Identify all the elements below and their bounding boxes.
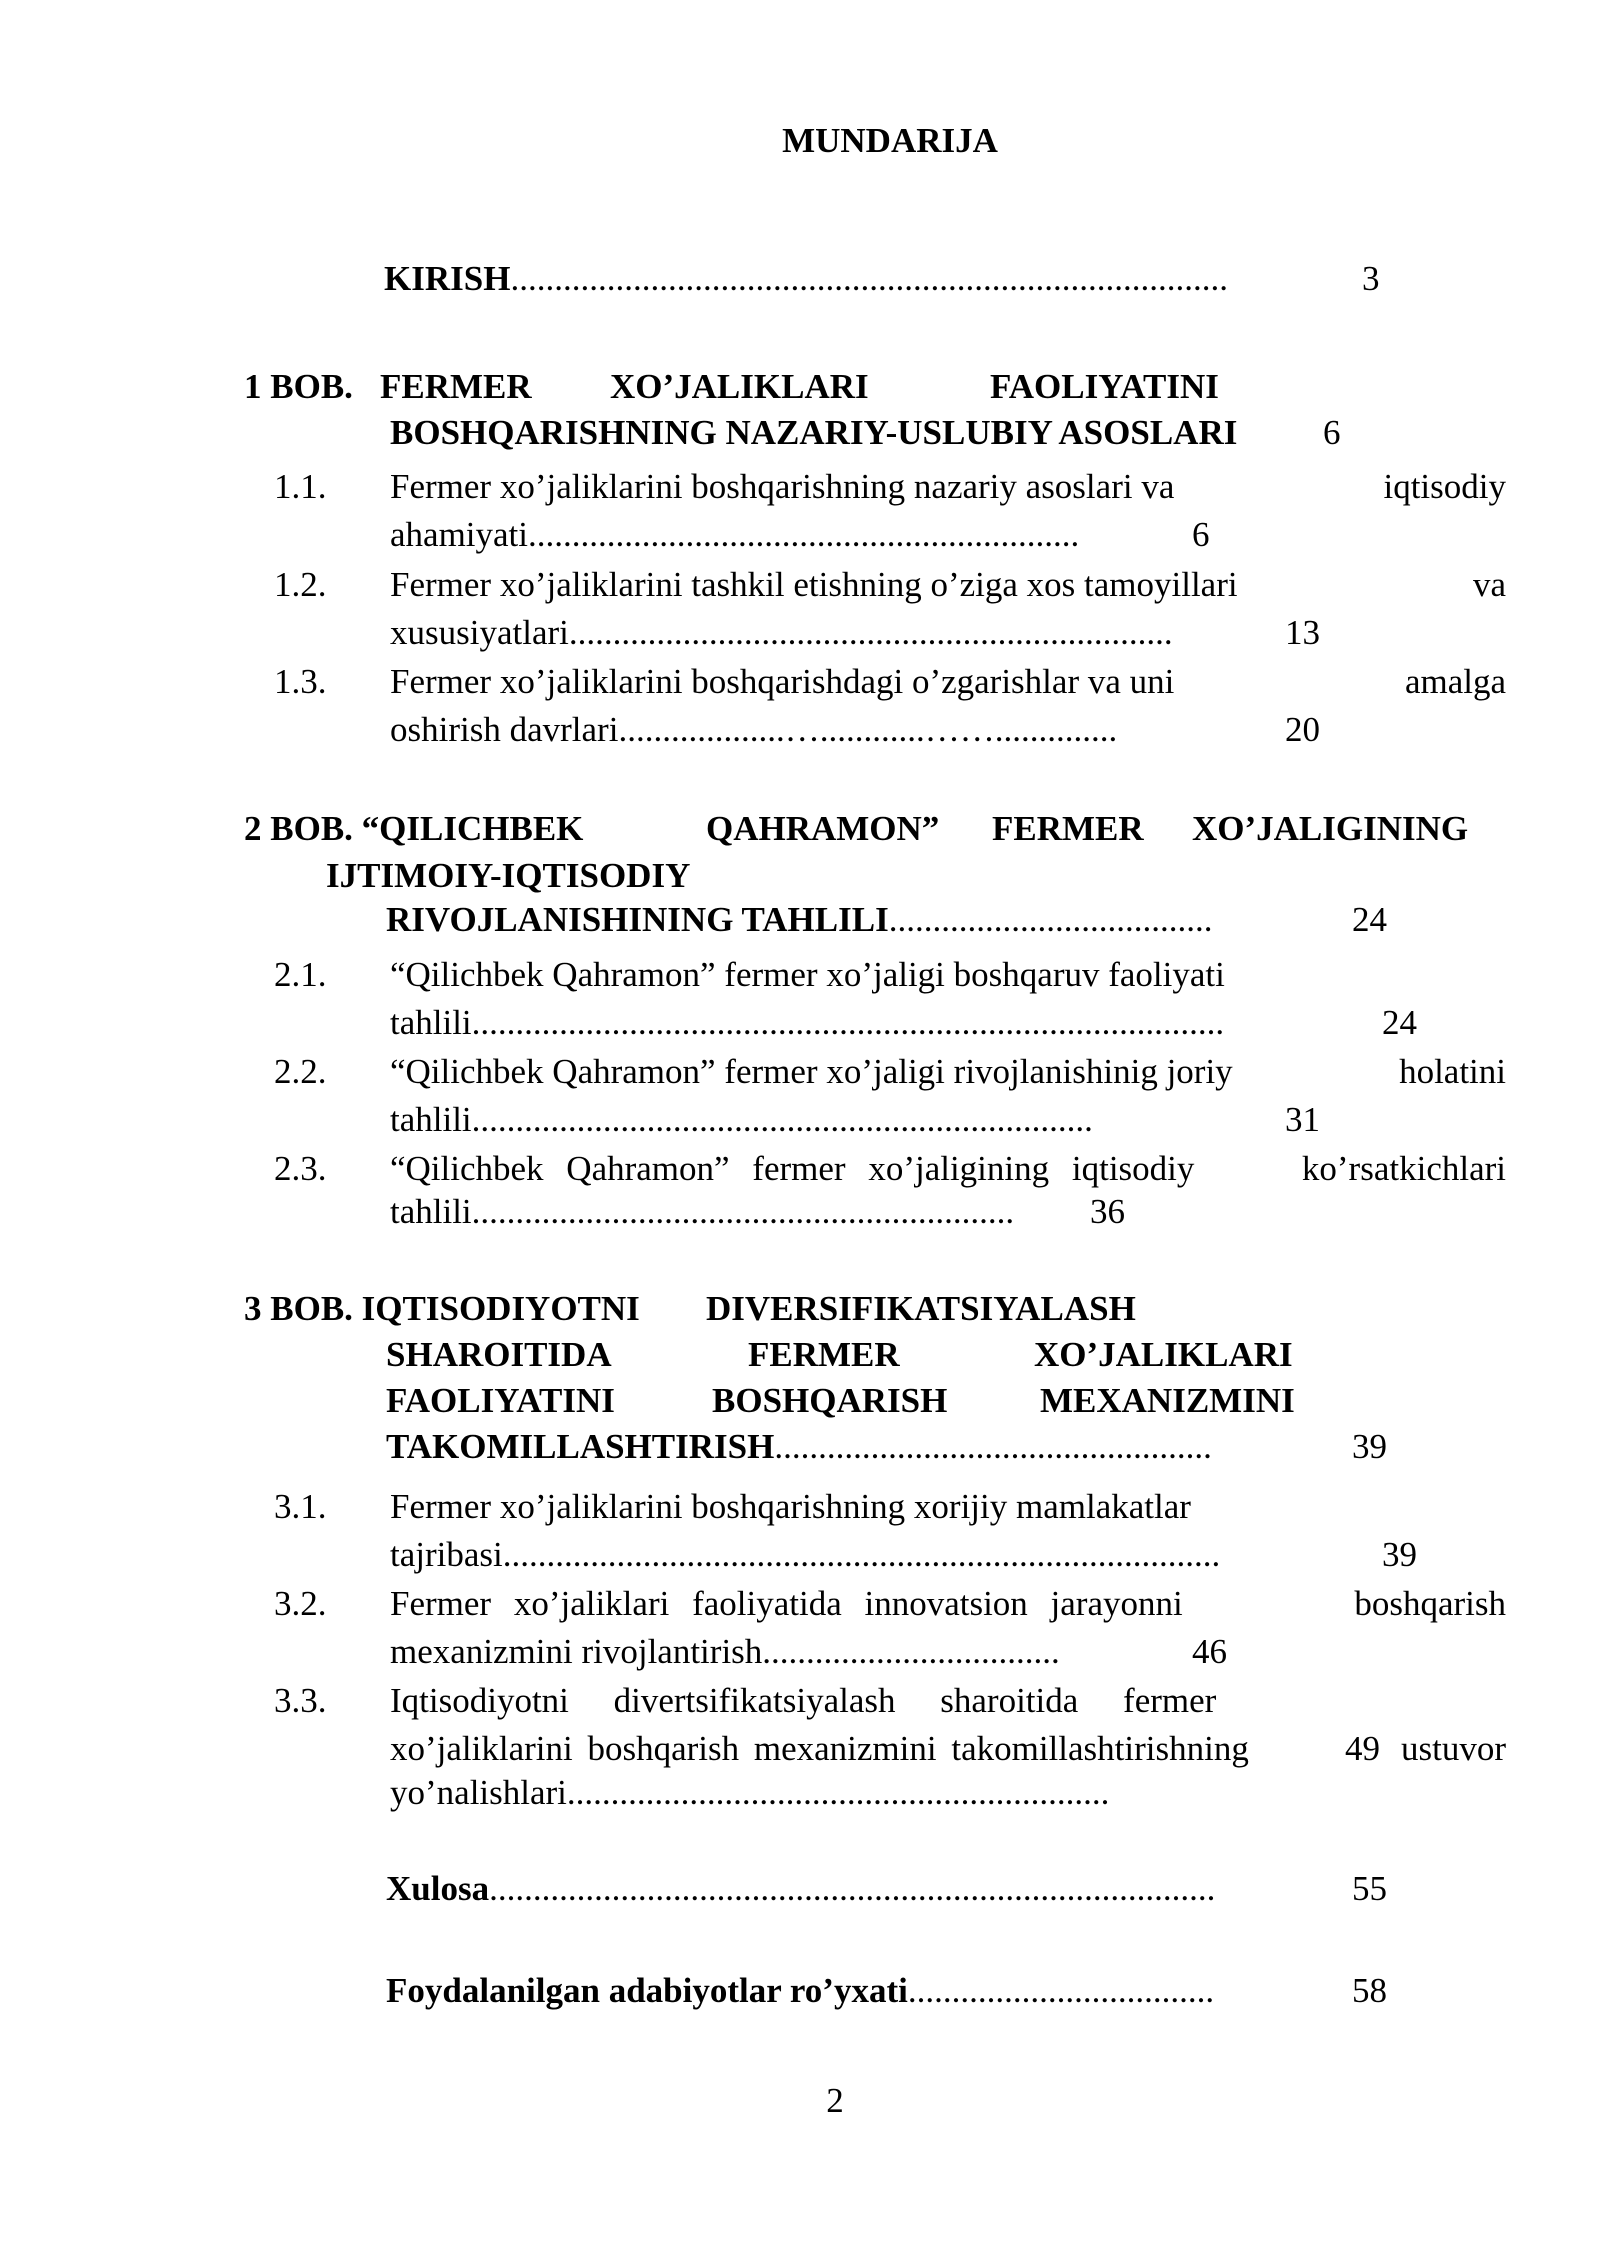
toc-item-2-1-number: 2.1. xyxy=(274,955,327,994)
toc-item-1-1-page: 6 xyxy=(1192,515,1210,554)
chapter-3-dots: .................................................. xyxy=(774,1427,1212,1466)
toc-references-label: Foydalanilgan adabiyotlar ro’yxati xyxy=(386,1971,908,2010)
toc-item-1-3-number: 1.3. xyxy=(274,662,327,701)
toc-item-1-2-number: 1.2. xyxy=(274,565,327,604)
chapter-3-heading-line4[interactable] xyxy=(386,1426,1212,1468)
chapter-2-heading-line3-text: RIVOJLANISHINING TAHLILI xyxy=(386,900,889,939)
toc-item-3-2-text-end: boshqarish xyxy=(1354,1584,1506,1623)
toc-item-2-1-line2-text: tahlili xyxy=(390,1003,472,1042)
chapter-1-word-3: FAOLIYATINI xyxy=(990,367,1219,406)
toc-item-2-1-page: 24 xyxy=(1382,1003,1417,1042)
toc-conclusion-dots: ................................................................................... xyxy=(489,1869,1216,1908)
chapter-2-word-1: 2 BOB. “QILICHBEK xyxy=(244,809,584,848)
toc-item-1-2-dots: ..................................................................... xyxy=(568,613,1173,652)
toc-item-1-1-line2[interactable] xyxy=(390,514,1079,556)
chapter-2-heading-line3[interactable] xyxy=(386,899,1212,941)
toc-item-1-1-dots: ............................................................... xyxy=(528,515,1080,554)
chapter-2-page: 24 xyxy=(1352,900,1387,939)
chapter-3-line2-word-2: FERMER xyxy=(748,1335,900,1374)
toc-item-1-3-page: 20 xyxy=(1285,710,1320,749)
toc-item-3-3-line3-text: yo’nalishlari xyxy=(390,1773,567,1812)
toc-item-1-3-dots: ...................…............…….............. xyxy=(618,710,1118,749)
toc-item-3-2-text[interactable]: Fermer xo’jaliklari faoliyatida innovatsion jarayonni xyxy=(390,1584,1183,1623)
chapter-1-word-1: FERMER xyxy=(380,367,532,406)
toc-item-1-1-number: 1.1. xyxy=(274,467,327,506)
toc-item-2-2-page: 31 xyxy=(1285,1100,1320,1139)
toc-references-dots: ................................... xyxy=(907,1971,1215,2010)
toc-item-3-3-line2[interactable]: xo’jaliklarini boshqarish mexanizmini takomillashtirishning xyxy=(390,1729,1249,1768)
toc-item-2-2-text-end: holatini xyxy=(1399,1052,1506,1091)
toc-conclusion-label: Xulosa xyxy=(386,1869,490,1908)
toc-item-3-3-text[interactable]: Iqtisodiyotni divertsifikatsiyalash sharoitida fermer xyxy=(390,1681,1217,1720)
toc-conclusion-page: 55 xyxy=(1352,1869,1387,1908)
chapter-3-word-2: DIVERSIFIKATSIYALASH xyxy=(706,1289,1136,1328)
chapter-3-line2-word-3: XO’JALIKLARI xyxy=(1034,1335,1293,1374)
toc-item-1-3-text-end: amalga xyxy=(1404,662,1506,701)
toc-item-2-1-dots: ...................................................................................... xyxy=(471,1003,1225,1042)
toc-item-3-3-line3[interactable] xyxy=(390,1772,1109,1814)
chapter-3-line2-word-1: SHAROITIDA xyxy=(386,1335,612,1374)
toc-item-2-2-dots: ....................................................................... xyxy=(471,1100,1093,1139)
toc-item-3-1-text[interactable]: Fermer xo’jaliklarini boshqarishning xorijiy mamlakatlar xyxy=(390,1487,1191,1526)
toc-item-3-2-page: 46 xyxy=(1192,1632,1227,1671)
chapter-2-word-4: XO’JALIGINING xyxy=(1192,809,1469,848)
toc-item-3-3-number: 3.3. xyxy=(274,1681,327,1720)
toc-item-2-2-line2[interactable] xyxy=(390,1099,1093,1141)
toc-item-1-3-line2[interactable] xyxy=(390,709,1117,751)
toc-item-1-2-text[interactable]: Fermer xo’jaliklarini tashkil etishning o’ziga xos tamoyillari xyxy=(390,565,1238,604)
chapter-2-heading-line2: IJTIMOIY-IQTISODIY xyxy=(326,856,691,895)
toc-item-3-2-line2-text: mexanizmini rivojlantirish xyxy=(390,1632,763,1671)
toc-item-3-2-line2[interactable] xyxy=(390,1631,1060,1673)
chapter-2-word-3: FERMER xyxy=(992,809,1144,848)
toc-item-3-1-number: 3.1. xyxy=(274,1487,327,1526)
toc-item-2-3-number: 2.3. xyxy=(274,1149,327,1188)
chapter-1-number: 1 BOB. xyxy=(244,367,353,406)
toc-item-1-1-line2-text: ahamiyati xyxy=(390,515,529,554)
toc-item-2-2-line2-text: tahlili xyxy=(390,1100,472,1139)
toc-item-3-3-page: 49 xyxy=(1345,1729,1380,1768)
toc-item-1-2-line2-text: xususiyatlari xyxy=(390,613,569,652)
toc-intro-dots: .................................................................................. xyxy=(510,259,1228,298)
toc-item-3-2-number: 3.2. xyxy=(274,1584,327,1623)
chapter-3-word-1: 3 BOB. IQTISODIYOTNI xyxy=(244,1289,640,1328)
toc-item-1-1-text[interactable]: Fermer xo’jaliklarini boshqarishning nazariy asoslari va xyxy=(390,467,1175,506)
toc-item-2-1-line2[interactable] xyxy=(390,1002,1224,1044)
chapter-1-heading-line2: BOSHQARISHNING NAZARIY-USLUBIY ASOSLARI xyxy=(390,413,1238,452)
toc-references[interactable] xyxy=(386,1970,1214,2012)
toc-item-2-3-dots: .............................................................. xyxy=(471,1192,1015,1231)
toc-item-3-1-dots: .................................................................................. xyxy=(502,1535,1221,1574)
toc-item-1-3-text[interactable]: Fermer xo’jaliklarini boshqarishdagi o’zgarishlar va uni xyxy=(390,662,1175,701)
toc-references-page: 58 xyxy=(1352,1971,1387,2010)
toc-item-1-2-text-end: va xyxy=(1472,565,1506,604)
chapter-3-heading-line4-text: TAKOMILLASHTIRISH xyxy=(386,1427,775,1466)
chapter-1-page: 6 xyxy=(1323,413,1341,452)
page-title: MUNDARIJA xyxy=(782,121,998,160)
toc-item-3-1-line2[interactable] xyxy=(390,1534,1220,1576)
toc-item-3-2-dots: .................................. xyxy=(762,1632,1060,1671)
toc-item-3-1-line2-text: tajribasi xyxy=(390,1535,503,1574)
toc-item-2-2-text[interactable]: “Qilichbek Qahramon” fermer xo’jaligi rivojlanishinig joriy xyxy=(390,1052,1233,1091)
toc-item-3-3-text-end: ustuvor xyxy=(1401,1729,1506,1768)
chapter-2-word-2: QAHRAMON” xyxy=(706,809,940,848)
toc-item-1-2-line2[interactable] xyxy=(390,612,1173,654)
chapter-3-page: 39 xyxy=(1352,1427,1387,1466)
toc-item-2-1-text[interactable]: “Qilichbek Qahramon” fermer xo’jaligi boshqaruv faoliyati xyxy=(390,955,1225,994)
toc-intro-label: KIRISH xyxy=(384,259,511,298)
toc-intro-page: 3 xyxy=(1362,259,1380,298)
toc-item-1-2-page: 13 xyxy=(1285,613,1320,652)
chapter-3-line3-word-1: FAOLIYATINI xyxy=(386,1381,615,1420)
page-number: 2 xyxy=(826,2081,844,2120)
chapter-3-line3-word-3: MEXANIZMINI xyxy=(1040,1381,1295,1420)
toc-item-1-1-text-end: iqtisodiy xyxy=(1383,467,1506,506)
toc-item-3-3-dots: .............................................................. xyxy=(566,1773,1110,1812)
toc-intro[interactable] xyxy=(384,258,1228,300)
toc-item-2-3-line2[interactable] xyxy=(390,1191,1014,1233)
toc-item-2-2-number: 2.2. xyxy=(274,1052,327,1091)
chapter-2-dots: ..................................... xyxy=(888,900,1213,939)
toc-conclusion[interactable] xyxy=(386,1868,1215,1910)
chapter-3-line3-word-2: BOSHQARISH xyxy=(712,1381,948,1420)
toc-item-3-1-page: 39 xyxy=(1382,1535,1417,1574)
toc-item-2-3-line2-text: tahlili xyxy=(390,1192,472,1231)
toc-item-1-3-line2-text: oshirish davrlari xyxy=(390,710,619,749)
toc-item-2-3-page: 36 xyxy=(1090,1192,1125,1231)
toc-item-2-3-text[interactable]: “Qilichbek Qahramon” fermer xo’jaligining iqtisodiy xyxy=(390,1149,1195,1188)
chapter-1-word-2: XO’JALIKLARI xyxy=(610,367,869,406)
toc-item-2-3-text-end: ko’rsatkichlari xyxy=(1301,1149,1506,1188)
